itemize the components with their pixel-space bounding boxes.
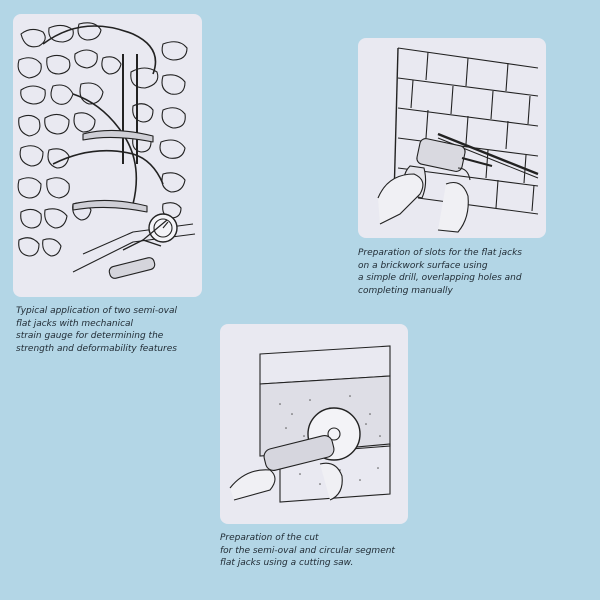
caption-line: for the semi-oval and circular segment [220,545,395,556]
caption-line: strength and deformability features [16,343,177,354]
caption-line: strain gauge for determining the [16,331,164,341]
caption-line: Typical application of two semi-oval [16,306,177,316]
brickwork-drill-illustration-panel [358,38,546,238]
stone-wall-caption [16,305,177,355]
caption-line: flat jacks using a cutting saw. [220,558,354,568]
caption-line: flat jacks with mechanical [16,318,134,329]
caption-line: a simple drill, overlapping holes and [358,273,522,283]
caption-line: completing manually [358,285,453,296]
stone-wall-illustration-panel [13,14,202,297]
caption-line: Preparation of slots for the flat jacks [358,248,522,258]
caption-line: on a brickwork surface using [358,260,488,271]
cutting-saw-caption [220,532,395,570]
cutting-saw-illustration-panel [220,324,408,524]
stone-wall-flat-jack-drawing [13,14,202,297]
brickwork-drill-drawing [358,38,546,238]
cutting-saw-drawing [220,324,408,524]
caption-line: Preparation of the cut [220,533,319,543]
brickwork-caption [358,247,522,297]
